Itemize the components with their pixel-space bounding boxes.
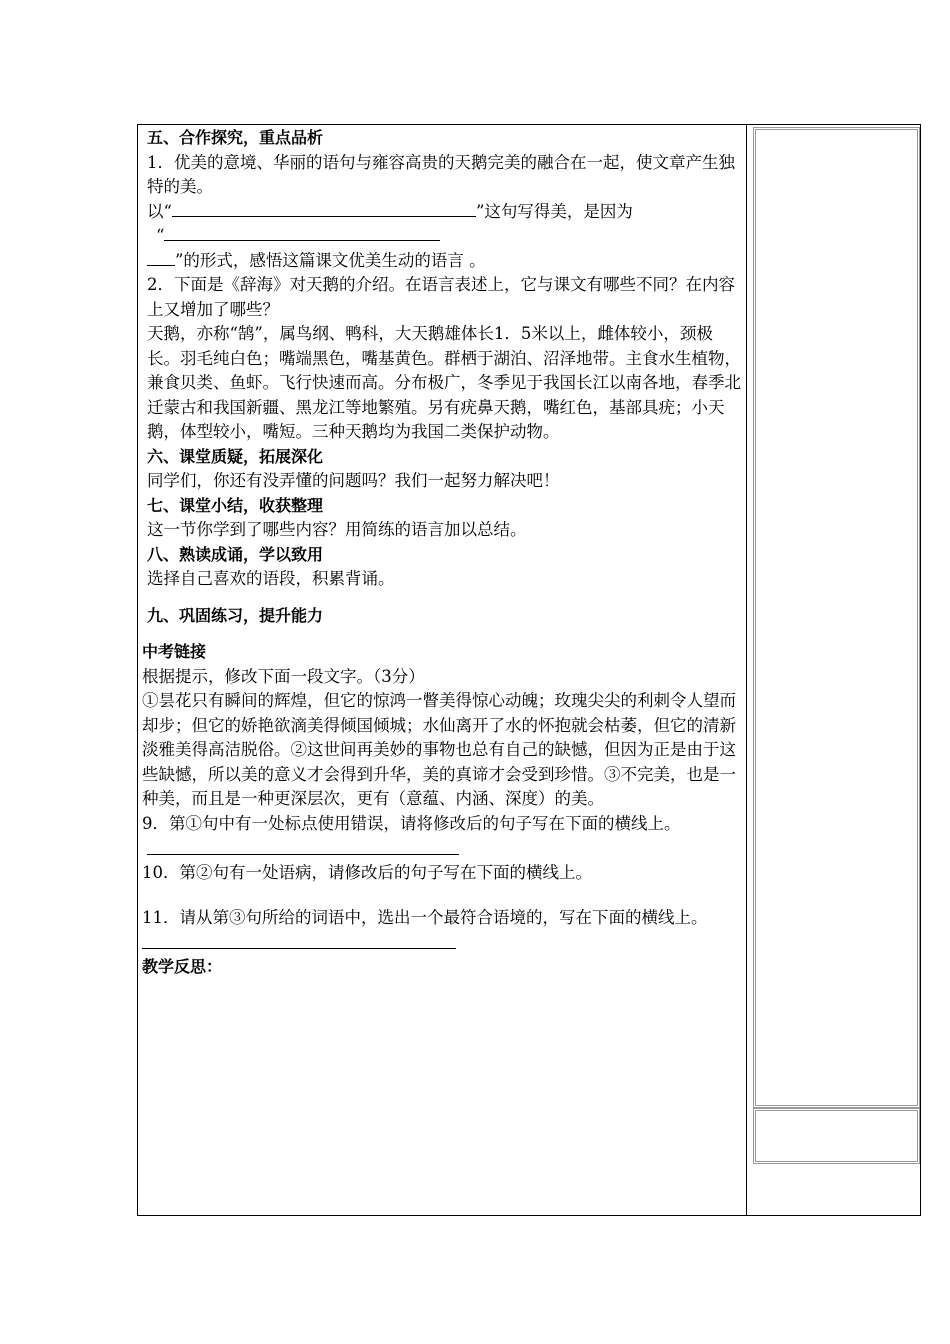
q1-prefix: 以“ bbox=[147, 201, 172, 221]
spacer bbox=[142, 886, 744, 896]
question-10-text: 10．第②句有一处语病，请修改后的句子写在下面的横线上。 bbox=[142, 863, 592, 882]
section-5-title: 五、合作探究，重点品析 bbox=[147, 128, 324, 147]
section-9-title: 九、巩固练习，提升能力 bbox=[147, 605, 324, 625]
section-6-text: 同学们，你还有没弄懂的问题吗？我们一起努力解决吧！ bbox=[147, 471, 560, 490]
section-8-text: 选择自己喜欢的语段，积累背诵。 bbox=[147, 569, 395, 588]
answer-blank[interactable] bbox=[172, 200, 462, 217]
answer-blank-tail bbox=[462, 200, 476, 217]
zhongkao-intro: 根据提示，修改下面一段文字。（3分） bbox=[142, 666, 425, 686]
question-1-fill-line bbox=[142, 200, 744, 225]
spacer bbox=[142, 628, 744, 640]
side-notes-box-small bbox=[753, 1108, 920, 1164]
answer-blank[interactable] bbox=[147, 249, 175, 266]
question-11-text: 11．请从第③句所给的词语中，选出一个最符合语境的，写在下面的横线上。 bbox=[142, 907, 708, 927]
question-1-fill-line-2 bbox=[142, 224, 744, 249]
zhongkao-passage: ①昙花只有瞬间的辉煌，但它的惊鸿一瞥美得惊心动魄；玫瑰尖尖的利刺令人望而却步；但它的娇艳欲滴美得倾国倾城；水仙离开了水的怀抱就会枯萎，但它的清新淡雅美得高洁脱俗。②这世间再美妙的事物也总有自己的缺憾，但因为正是由于这些缺憾，所以美的意义才会得到升华，美的真谛才会受到珍惜。③不完美，也是一种美，而且是一种更深层次，更有（意蕴、内涵、深度）的美。 bbox=[142, 691, 736, 808]
spacer bbox=[142, 592, 744, 604]
question-1-text: 1．优美的意境、华丽的语句与雍容高贵的天鹅完美的融合在一起，使文章产生独特的美。 bbox=[147, 152, 735, 196]
column-divider bbox=[746, 124, 747, 1216]
cihai-excerpt: 天鹅，亦称“鹄”，属鸟纲、鸭科，大天鹅雄体长1．5米以上，雌体较小，颈极长。羽毛纯白色；嘴端黑色，嘴基黄色。群栖于湖泊、沼泽地带。主食水生植物，兼食贝类、鱼虾。飞行快速而高。分布极广，冬季见于我国长江以南各地，春季北迁蒙古和我国新疆、黑龙江等地繁殖。另有疣鼻天鹅，嘴红色，基部具疣；小天鹅，体型较小，嘴短。三种天鹅均为我国二类保护动物。 bbox=[147, 324, 741, 441]
answer-line-11[interactable] bbox=[142, 930, 456, 949]
side-notes-box bbox=[753, 127, 920, 1108]
spacer bbox=[142, 896, 744, 906]
question-9-text: 9．第①句中有一处标点使用错误，请将修改后的句子写在下面的横线上。 bbox=[142, 813, 681, 833]
question-1-fill-line-3 bbox=[142, 249, 744, 274]
section-6-title: 六、课堂质疑，拓展深化 bbox=[147, 446, 324, 466]
zhongkao-title: 中考链接 bbox=[142, 642, 207, 661]
answer-line-9[interactable] bbox=[147, 836, 459, 855]
section-8-title: 八、熟读成诵，学以致用 bbox=[147, 544, 324, 564]
lesson-content bbox=[142, 126, 744, 980]
answer-blank[interactable] bbox=[164, 224, 440, 241]
q1-quote-open: “ bbox=[156, 226, 165, 245]
question-2-text: 2．下面是《辞海》对天鹅的介绍。在语言表述上，它与课文有哪些不同？在内容上又增加了哪些？ bbox=[147, 275, 735, 319]
section-7-text: 这一节你学到了哪些内容？用简练的语言加以总结。 bbox=[147, 520, 527, 539]
q1-suffix: ”的形式，感悟这篇课文优美生动的语言 。 bbox=[175, 250, 486, 270]
section-7-title: 七、课堂小结，收获整理 bbox=[147, 495, 324, 515]
q1-middle: ”这句写得美，是因为 bbox=[475, 201, 633, 221]
reflection-title: 教学反思： bbox=[142, 957, 223, 976]
